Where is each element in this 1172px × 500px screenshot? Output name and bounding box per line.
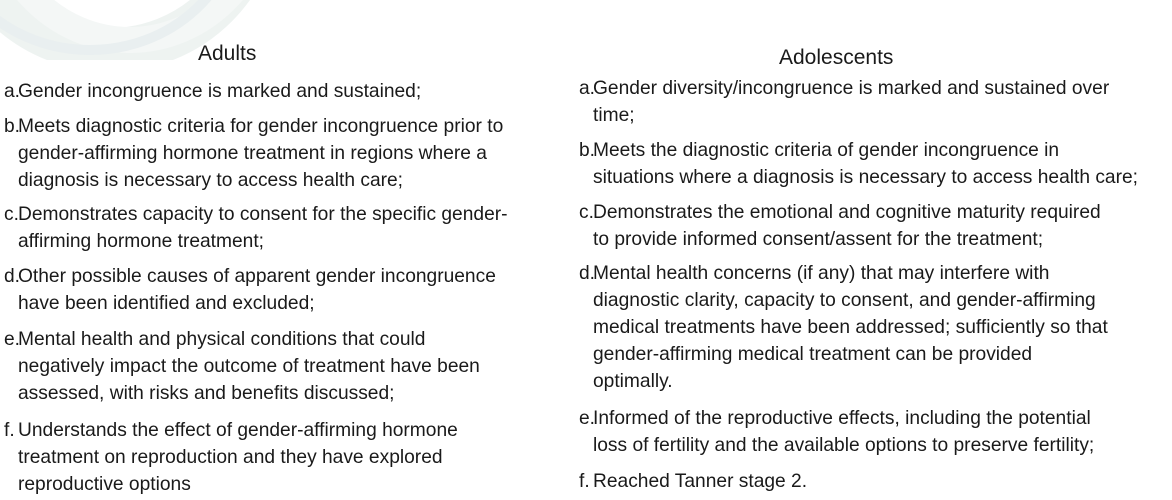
adults-criterion bbox=[4, 417, 574, 498]
adults-criterion bbox=[4, 263, 574, 317]
adults-criterion bbox=[4, 113, 574, 194]
adults-criterion bbox=[4, 201, 574, 255]
adults-criterion bbox=[4, 326, 574, 407]
item-letter: a. bbox=[4, 81, 21, 102]
adolescents-heading: Adolescents bbox=[779, 46, 894, 69]
item-letter: d. bbox=[4, 266, 21, 287]
item-letter: f. bbox=[579, 471, 590, 492]
item-text: Gender diversity/incongruence is marked and sustained over time; bbox=[593, 78, 1110, 126]
item-text: Demonstrates capacity to consent for the specific gender- affirming hormone treatment; bbox=[18, 204, 508, 252]
item-text: Meets diagnostic criteria for gender incongruence prior to gender-affirming hormone treatment in regions where a diagnosis is necessary to access health care; bbox=[18, 116, 504, 191]
adolescents-criterion bbox=[579, 199, 1172, 253]
adolescents-criterion bbox=[579, 260, 1172, 395]
item-text: Informed of the reproductive effects, including the potential loss of fertility and the available options to preserve fertility; bbox=[593, 408, 1095, 456]
adolescents-criterion bbox=[579, 75, 1172, 129]
item-text: Gender incongruence is marked and sustained; bbox=[18, 81, 422, 102]
item-letter: c. bbox=[4, 204, 19, 225]
adults-heading: Adults bbox=[198, 42, 257, 65]
item-text: Reached Tanner stage 2. bbox=[593, 471, 808, 492]
item-text: Understands the effect of gender-affirming hormone treatment on reproduction and they have explored reproductive options bbox=[18, 420, 458, 495]
item-letter: e. bbox=[4, 329, 21, 350]
item-text: Meets the diagnostic criteria of gender incongruence in situations where a diagnosis is necessary to access health care; bbox=[593, 140, 1138, 188]
adults-criteria-list bbox=[4, 78, 574, 498]
item-letter: b. bbox=[579, 140, 596, 161]
item-letter: e. bbox=[579, 408, 596, 429]
item-text: Demonstrates the emotional and cognitive maturity required to provide informed consent/assent for the treatment; bbox=[593, 202, 1101, 250]
item-letter: b. bbox=[4, 116, 21, 137]
item-text: Mental health concerns (if any) that may interfere with diagnostic clarity, capacity to consent, and gender-affirming medical treatments have been addressed; sufficiently so that gender-affirming medical treatment can be provided optimally. bbox=[593, 263, 1108, 392]
item-text: Mental health and physical conditions that could negatively impact the outcome of treatment have been assessed, with risks and benefits discussed; bbox=[18, 329, 480, 404]
item-letter: c. bbox=[579, 202, 594, 223]
item-letter: d. bbox=[579, 263, 596, 284]
adolescents-criterion bbox=[579, 405, 1172, 459]
item-letter: a. bbox=[579, 78, 596, 99]
item-text: Other possible causes of apparent gender incongruence have been identified and excluded; bbox=[18, 266, 496, 314]
adolescents-criterion bbox=[579, 137, 1172, 191]
adults-criterion bbox=[4, 78, 574, 105]
adolescents-criterion bbox=[579, 468, 1172, 495]
adolescents-criteria-list bbox=[579, 75, 1172, 495]
item-letter: f. bbox=[4, 420, 15, 441]
